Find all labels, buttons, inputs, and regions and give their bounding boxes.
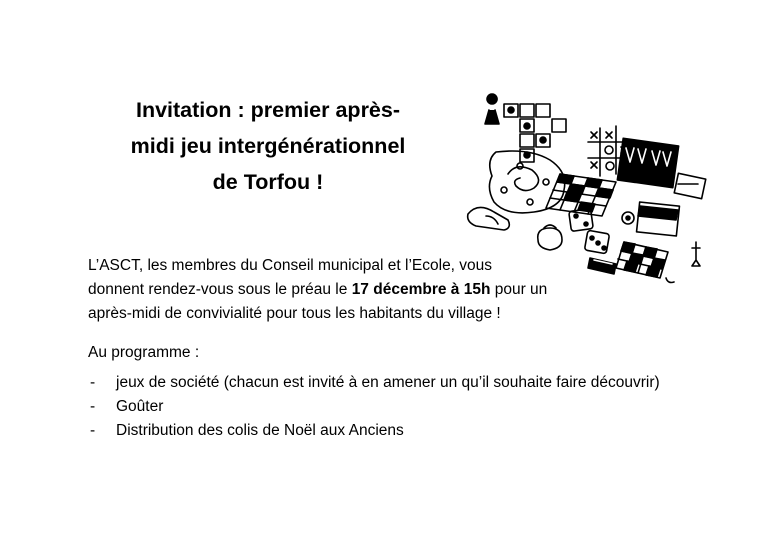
list-item-text: Goûter xyxy=(116,398,164,415)
title-line-2: midi jeu intergénérationnel xyxy=(130,134,406,158)
list-dash: - xyxy=(90,374,96,391)
invitation-title xyxy=(92,92,444,200)
list-item xyxy=(88,395,694,419)
intro-line-2 xyxy=(88,278,547,302)
intro-paragraph xyxy=(88,254,547,326)
intro-line-3: après-midi de convivialité pour tous les habitants du village ! xyxy=(88,305,501,322)
title-line-1: Invitation : premier après- xyxy=(135,98,401,122)
event-date-time: 17 décembre à 15h xyxy=(351,281,491,298)
list-item xyxy=(88,419,694,443)
intro-line-1: L’ASCT, les membres du Conseil municipal et l’Ecole, vous xyxy=(88,257,493,274)
intro-line-2-start: donnent rendez-vous sous le préau le xyxy=(88,281,352,298)
list-dash: - xyxy=(90,422,96,439)
title-line-3: de Torfou ! xyxy=(212,170,324,194)
list-item xyxy=(88,371,694,395)
list-dash: - xyxy=(90,398,96,415)
programme-list xyxy=(88,371,694,443)
programme-label: Au programme : xyxy=(88,344,200,361)
list-item-text: Distribution des colis de Noël aux Anciens xyxy=(116,422,404,439)
list-item-text: jeux de société (chacun est invité à en amener un qu’il souhaite faire découvrir) xyxy=(116,374,660,391)
intro-line-2-end: pour un xyxy=(490,281,548,298)
